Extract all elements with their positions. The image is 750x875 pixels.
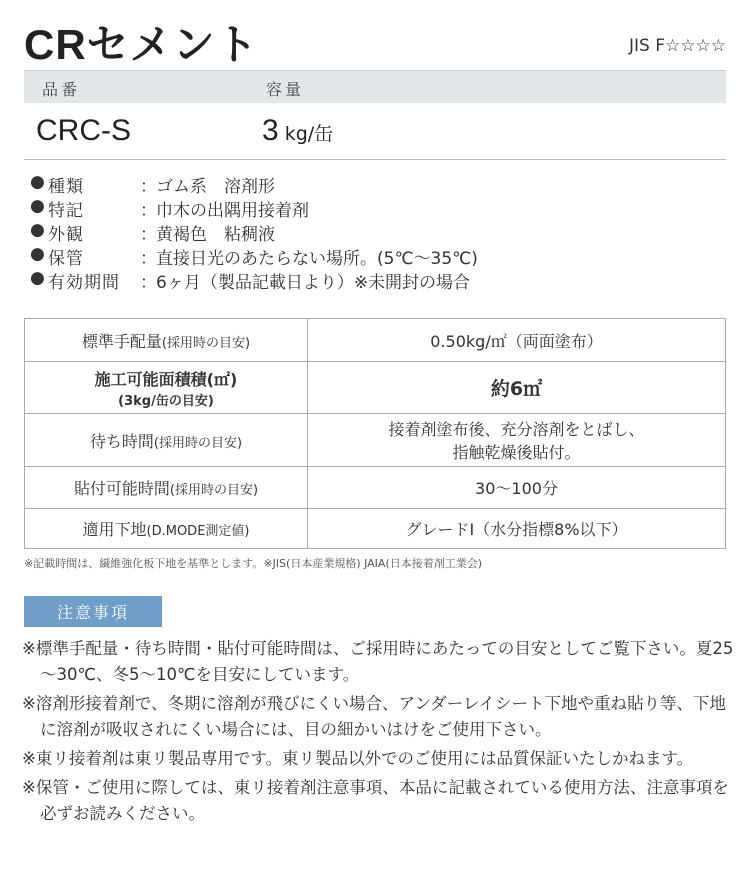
spec-label: 保管 (48, 249, 84, 269)
product-code: CRC-S (36, 114, 131, 147)
spec-label: 特記 (48, 201, 84, 221)
notice-list (22, 636, 734, 830)
code-header: 品番 (42, 80, 81, 99)
label-note: (D.MODE測定値) (146, 524, 250, 539)
label-note: (採用時の目安) (161, 335, 251, 351)
spec-colon: ： (140, 273, 157, 293)
capacity-unit: kg/缶 (284, 123, 334, 145)
spec-label: 種類 (48, 177, 84, 197)
row-value: 約6㎡ (308, 362, 726, 414)
table-row (25, 362, 726, 414)
capacity-header: 容量 (266, 80, 305, 99)
spec-item (30, 268, 478, 292)
spec-colon: ： (140, 201, 157, 221)
usage-table (24, 318, 726, 549)
spec-item (30, 196, 478, 220)
table-row (25, 509, 726, 549)
capacity (262, 114, 333, 148)
spec-item (30, 172, 478, 196)
value-line: 接着剤塗布後、充分溶剤をとばし、 (388, 420, 645, 439)
row-label: 待ち時間(採用時の目安) (25, 414, 308, 467)
notice-item: ※溶剤形接着剤で、冬期に溶剤が飛びにくい場合、アンダーレイシート下地や重ね貼り等、下地に溶剤が吸収されにくい場合には、目の細かいはけをご使用下さい。 (22, 694, 727, 739)
label-note: (3kg/缶の目安) (118, 393, 214, 409)
table-row (25, 414, 726, 467)
spec-colon: ： (140, 177, 157, 197)
row-label: 標準手配量(採用時の目安) (25, 319, 308, 362)
row-value: 0.50kg/㎡（両面塗布） (308, 319, 726, 362)
spec-colon: ： (140, 225, 157, 245)
row-value: 30～100分 (308, 467, 726, 509)
spec-value: 6ヶ月（製品記載日より）※未開封の場合 (156, 273, 471, 293)
row-label: 適用下地(D.MODE測定値) (25, 509, 308, 549)
spec-list (30, 172, 478, 292)
table-row (25, 319, 726, 362)
notice-item: ※東リ接着剤は東リ製品専用です。東リ製品以外でのご使用には品質保証いたしかねます。 (22, 749, 694, 768)
spec-value: 直接日光のあたらない場所。(5℃～35℃) (156, 249, 478, 269)
table-footnote: ※記載時間は、繊維強化板下地を基準とします。※JIS(日本産業規格) JAIA(日本接着剤工業会) (24, 557, 483, 570)
bullet: ● (30, 172, 45, 192)
bullet: ● (30, 268, 45, 288)
bullet: ● (30, 196, 45, 216)
spec-header-bar (24, 70, 726, 103)
row-value: グレードⅠ（水分指標8%以下） (308, 509, 726, 549)
notice-item: ※保管・ご使用に際しては、東リ接着剤注意事項、本品に記載されている使用方法、注意事項を必ずお読みください。 (22, 778, 729, 823)
row-label (25, 362, 308, 414)
table-row (25, 467, 726, 509)
notice-badge: 注意事項 (24, 596, 162, 627)
divider (24, 159, 726, 160)
row-label: 貼付可能時間(採用時の目安) (25, 467, 308, 509)
spec-item (30, 220, 478, 244)
spec-label: 外観 (48, 225, 84, 245)
spec-colon: ： (140, 249, 157, 269)
row-value (308, 414, 726, 467)
capacity-value: 3 (262, 114, 279, 147)
label-note: (採用時の目安) (169, 483, 259, 498)
jis-rating: JIS F☆☆☆☆ (629, 36, 726, 56)
spec-value: 巾木の出隅用接着剤 (156, 201, 309, 221)
label-note: (採用時の目安) (153, 435, 243, 451)
notice-item: ※標準手配量・待ち時間・貼付可能時間は、ご採用時にあたっての目安としてご覧下さい。夏25～30℃、冬5～10℃を目安にしています。 (22, 639, 734, 684)
value-line: 指触乾燥後貼付。 (452, 443, 581, 462)
spec-value: ゴム系 溶剤形 (156, 177, 275, 197)
label-main: 施工可能面積積(㎡) (94, 369, 238, 389)
bullet: ● (30, 220, 45, 240)
product-title: CRセメント (24, 21, 259, 68)
bullet: ● (30, 244, 45, 264)
spec-label: 有効期間 (48, 273, 120, 293)
spec-item (30, 244, 478, 268)
spec-value: 黄褐色 粘稠液 (156, 225, 275, 245)
